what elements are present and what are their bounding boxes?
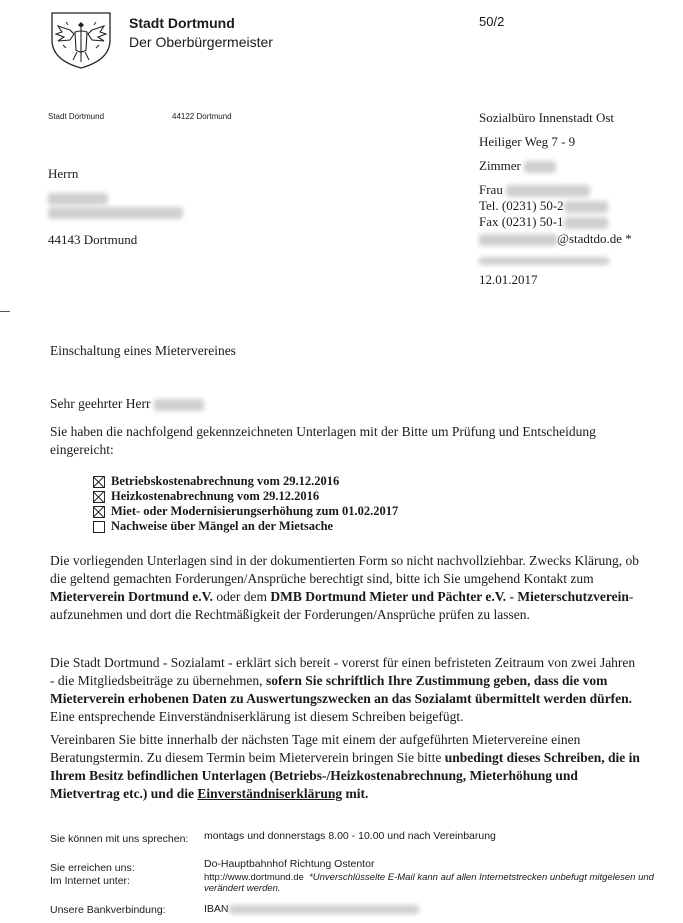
footer-reach-value: Do-Hauptbahnhof Richtung Ostentor	[204, 858, 375, 870]
greeting	[50, 395, 204, 413]
footer-reach-label: Sie erreichen uns:	[50, 862, 135, 874]
office-room	[479, 155, 556, 177]
footer-bank-value: IBAN	[204, 903, 419, 916]
office-street: Heiliger Weg 7 - 9	[479, 134, 576, 149]
room-label: Zimmer	[479, 158, 521, 173]
recipient-salutation: Herrn	[48, 166, 79, 181]
email-suffix: @stadtdo.de *	[557, 231, 632, 246]
email-notice: *Unverschlüsselte E-Mail kann auf allen Internetstrecken unbefugt mitgelesen und verändert werden.	[204, 872, 654, 894]
dortmund-eagle-crest-logo	[44, 10, 118, 70]
letterhead-office: Der Oberbürgermeister	[129, 34, 273, 50]
fax-text: Fax (0231) 50-1	[479, 214, 564, 229]
footer-speak-value: montags und donnerstags 8.00 - 10.00 und nach Vereinbarung	[204, 830, 496, 842]
contact-label: Frau	[479, 182, 503, 197]
footer-bank-label: Unsere Bankverbindung:	[50, 904, 166, 916]
sender-zip: 44122 Dortmund	[172, 112, 232, 121]
office-extra-redacted	[479, 252, 609, 270]
intro-paragraph: Sie haben die nachfolgend gekennzeichneten Unterlagen mit der Bitte um Prüfung und Entscheidung eingereicht:	[50, 424, 596, 457]
paragraph-beratungstermin: Vereinbaren Sie bitte innerhalb der nächsten Tage mit einem der aufgeführten Mietervereine einen Beratungstermin. Zu diesem Termin beim Mieterverein bringen Sie bitte unbedingt dieses Schreiben, die in Ihrem Besitz befindlichen Unterlagen (Betriebs-/Heizkostenabrechnung, Mieterhöhung und Mietvertrag etc.) und die Einverständniserklärung mit.	[50, 732, 640, 801]
empty-box-icon	[93, 521, 105, 533]
letter-date: 12.01.2017	[479, 272, 538, 287]
checked-box-icon	[93, 506, 105, 518]
office-department: Sozialbüro Innenstadt Ost	[479, 110, 615, 125]
checklist-item: Nachweise über Mängel an der Mietsache	[93, 519, 398, 534]
checklist-item: Heizkostenabrechnung vom 29.12.2016	[93, 489, 398, 504]
website-link[interactable]: http://www.dortmund.de	[204, 872, 304, 883]
greeting-text: Sehr geehrter Herr	[50, 396, 151, 411]
tel-text: Tel. (0231) 50-2	[479, 198, 564, 213]
checked-box-icon	[93, 476, 105, 488]
paragraph-sozialamt: Die Stadt Dortmund - Sozialamt - erklärt sich bereit - vorerst für einen befristeten Zeitraum von zwei Jahren - die Mitgliedsbeiträge zu übernehmen, sofern Sie schriftlich Ihre Zustimmung geben, dass die vom Mieterverein erhobenen Daten zu Auswertungszwecken an das Sozialamt übermittelt werden dürfen. Eine entsprechende Einverständniserklärung ist diesem Schreiben beigefügt.	[50, 655, 636, 724]
fold-mark	[0, 311, 10, 312]
footer-internet-block	[204, 872, 664, 894]
footer-internet-label: Im Internet unter:	[50, 875, 130, 887]
checklist-item: Miet- oder Modernisierungserhöhung zum 01.02.2017	[93, 504, 398, 519]
subject: Einschaltung eines Mietervereines	[50, 343, 236, 358]
footer-speak-label: Sie können mit uns sprechen:	[50, 833, 189, 845]
sender-city: Stadt Dortmund	[48, 112, 105, 121]
checked-box-icon	[93, 491, 105, 503]
letterhead-org: Stadt Dortmund	[129, 15, 235, 31]
checklist-item: Betriebskostenabrechnung vom 29.12.2016	[93, 474, 398, 489]
document-checklist	[93, 474, 398, 534]
page-number: 50/2	[479, 14, 505, 29]
paragraph-unterlagen: Die vorliegenden Unterlagen sind in der dokumentierten Form so nicht nachvollziehbar. Zwecks Klärung, ob die geltend gemachten Forderungen/Ansprüche berechtigt sind, bitte ich Sie umgehend Kontakt zum Mieterverein Dortmund e.V. oder dem DMB Dortmund Mieter und Pächter e.V. - Mieterschutzverein- aufzunehmen und dort die Rechtmäßigkeit der Forderungen/Ansprüche prüfen zu lassen.	[50, 553, 639, 622]
recipient-city: 44143 Dortmund	[48, 232, 138, 247]
recipient-street-redacted	[48, 204, 183, 222]
office-email	[479, 228, 632, 250]
